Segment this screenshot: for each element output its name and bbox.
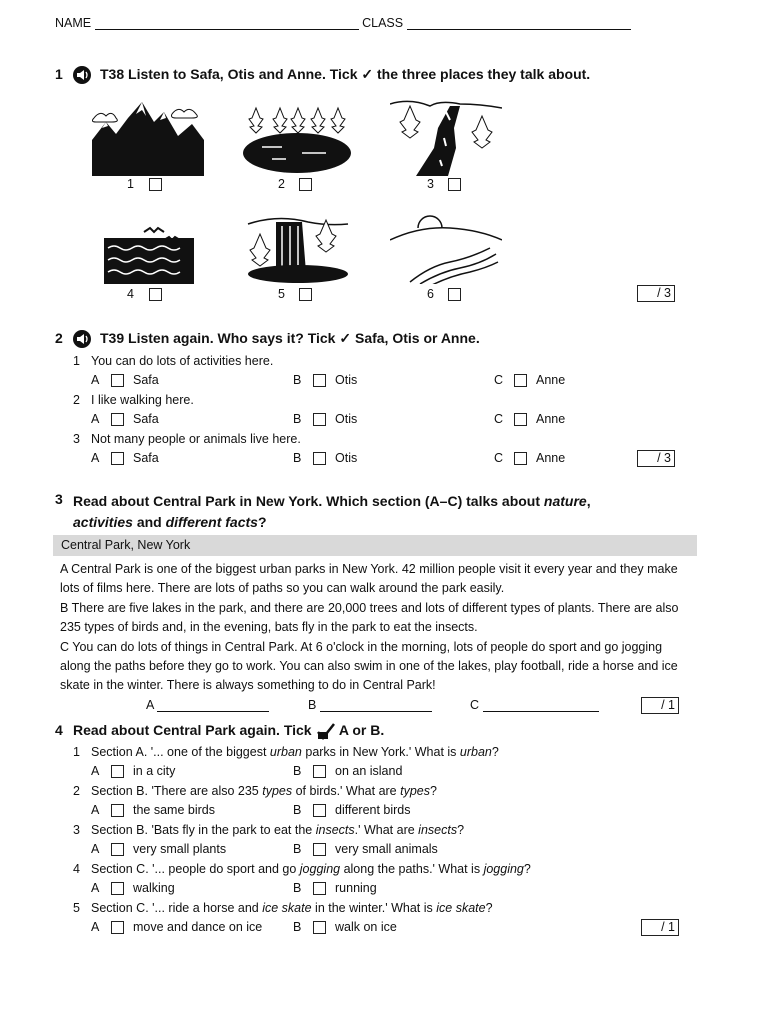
q3-instruction <box>73 491 673 533</box>
q4-instruction <box>73 722 384 740</box>
q4-item-4-a-text: walking <box>133 881 175 895</box>
q2-q2-safa-checkbox[interactable] <box>111 413 124 426</box>
q2-q1-safa: Safa <box>133 373 159 387</box>
q2-q1-otis: Otis <box>335 373 358 387</box>
river-icon <box>390 98 502 176</box>
q4-item-1-b-text: on an island <box>335 764 403 778</box>
q4-item-1-a-checkbox[interactable] <box>111 765 124 778</box>
q2-q2-safa: Safa <box>133 412 159 426</box>
sea-icon <box>104 222 194 284</box>
q3-answer-b-field[interactable] <box>320 699 432 712</box>
class-field[interactable] <box>407 17 631 30</box>
q3-answer-a-label: A <box>146 698 154 712</box>
q3-text-a: Read about Central Park in New York. Which section (A–C) talks about <box>73 493 544 509</box>
q1-instruction: T38 Listen to Safa, Otis and Anne. Tick ✓ the three places they talk about. <box>100 66 591 82</box>
q3-answer-a-field[interactable] <box>157 699 269 712</box>
q3-answer-b-label: B <box>308 698 317 712</box>
q3-answer-c <box>470 698 599 712</box>
q3-score-box[interactable]: / 1 <box>641 697 679 714</box>
q1-item-4-checkbox[interactable] <box>149 288 162 301</box>
q3-para-a: A Central Park is one of the biggest urban parks in New York. 42 million people visit it every year and they make lots of films here. There are lots of paths so you can walk around the park easily. <box>60 562 678 595</box>
q3-box-title: Central Park, New York <box>53 535 697 556</box>
q2-q3-otis-checkbox[interactable] <box>313 452 326 465</box>
q2-q3-option-c: C <box>494 451 504 465</box>
q2-q2-option-c: C <box>494 412 504 426</box>
q3-answer-c-label: C <box>470 698 480 712</box>
q1-item-3-label: 3 <box>427 177 434 191</box>
q2-q1-anne: Anne <box>536 373 566 387</box>
class-label: CLASS <box>362 16 404 30</box>
q2-q3-otis: Otis <box>335 451 358 465</box>
q2-q1-safa-checkbox[interactable] <box>111 374 124 387</box>
q4-item-4-b-text: running <box>335 881 377 895</box>
q2-q3-number: 3 <box>73 432 80 446</box>
name-row <box>55 16 631 30</box>
q4-item-3-option-b-label: B <box>293 842 302 856</box>
q4-item-3-number: 3 <box>73 823 80 837</box>
q4-item-1-number: 1 <box>73 745 80 759</box>
q2-q3-anne: Anne <box>536 451 566 465</box>
audio-icon[interactable] <box>72 65 92 85</box>
q4-item-5-a-text: move and dance on ice <box>133 920 263 934</box>
q3-answer-a <box>146 698 269 712</box>
q1-item-3-checkbox[interactable] <box>448 178 461 191</box>
q2-number: 2 <box>55 330 63 346</box>
q1-item-5-label: 5 <box>278 287 285 301</box>
q2-q3-text: Not many people or animals live here. <box>91 432 301 446</box>
q2-q2-text: I like walking here. <box>91 393 194 407</box>
q3-para-c: C You can do lots of things in Central Park. At 6 o'clock in the morning, lots of people do sport and go jogging along the paths before they go to work. You can also swim in one of the lakes, play football, ride a horse and ice skate in the winter. There is always something to do in Central Park! <box>60 640 678 692</box>
q4-item-2-question: Section B. 'There are also 235 types of birds.' What are types? <box>91 784 437 798</box>
q2-q2-option-b: B <box>293 412 302 426</box>
waterfall-icon <box>240 212 350 284</box>
q4-item-3-a-text: very small plants <box>133 842 227 856</box>
q1-item-4-label: 4 <box>127 287 134 301</box>
q4-item-2-number: 2 <box>73 784 80 798</box>
q2-q3-option-b: B <box>293 451 302 465</box>
q3-text-b: , <box>586 493 591 509</box>
audio-icon[interactable] <box>72 329 92 349</box>
q2-q1-option-c: C <box>494 373 504 387</box>
q1-number: 1 <box>55 66 63 82</box>
q2-q1-option-b: B <box>293 373 302 387</box>
q3-word-nature: nature <box>543 493 587 509</box>
q4-item-1-a-text: in a city <box>133 764 176 778</box>
q4-item-4-number: 4 <box>73 862 80 876</box>
q4-item-3-option-a-label: A <box>91 842 100 856</box>
q1-heading <box>55 66 63 84</box>
q4-item-5-number: 5 <box>73 901 80 915</box>
q4-item-2-a-text: the same birds <box>133 803 215 817</box>
q4-item-5-option-a-label: A <box>91 920 100 934</box>
q4-item-4-option-a-label: A <box>91 881 100 895</box>
q2-q2-anne: Anne <box>536 412 566 426</box>
q1-score-box[interactable]: / 3 <box>637 285 675 302</box>
q2-q3-option-a: A <box>91 451 100 465</box>
q2-q1-option-a: A <box>91 373 100 387</box>
q4-item-5-question: Section C. '... ride a horse and ice skate in the winter.' What is ice skate? <box>91 901 493 915</box>
q4-score-box[interactable]: / 1 <box>641 919 679 936</box>
q1-item-2-label: 2 <box>278 177 285 191</box>
q3-text-d: ? <box>257 514 267 530</box>
q2-q2-number: 2 <box>73 393 80 407</box>
name-label: NAME <box>55 16 92 30</box>
q2-q3-safa: Safa <box>133 451 159 465</box>
q4-item-2-a-checkbox[interactable] <box>111 804 124 817</box>
q4-item-4-b-checkbox[interactable] <box>313 882 326 895</box>
q3-answer-b <box>308 698 432 712</box>
q1-item-2-checkbox[interactable] <box>299 178 312 191</box>
desert-icon <box>390 212 502 284</box>
q2-score-box[interactable]: / 3 <box>637 450 675 467</box>
hand-tick-icon <box>316 722 336 740</box>
q4-item-5-option-b-label: B <box>293 920 302 934</box>
q3-word-facts: different facts <box>165 514 258 530</box>
q4-item-1-option-b-label: B <box>293 764 302 778</box>
q4-item-1-b-checkbox[interactable] <box>313 765 326 778</box>
q4-item-5-b-checkbox[interactable] <box>313 921 326 934</box>
q3-word-activities: activities <box>73 514 133 530</box>
q1-item-6-checkbox[interactable] <box>448 288 461 301</box>
q4-text-b: A or B. <box>338 722 385 738</box>
q4-item-4-option-b-label: B <box>293 881 302 895</box>
q4-item-3-b-text: very small animals <box>335 842 438 856</box>
q1-item-5-checkbox[interactable] <box>299 288 312 301</box>
q4-item-2-b-checkbox[interactable] <box>313 804 326 817</box>
q4-item-5-a-checkbox[interactable] <box>111 921 124 934</box>
mountains-icon <box>92 100 204 176</box>
q1-item-1-checkbox[interactable] <box>149 178 162 191</box>
q2-instruction: T39 Listen again. Who says it? Tick ✓ Safa, Otis or Anne. <box>100 330 480 346</box>
q4-text-a: Read about Central Park again. Tick <box>73 722 312 738</box>
q4-item-3-question: Section B. 'Bats fly in the park to eat the insects.' What are insects? <box>91 823 465 837</box>
q2-q2-anne-checkbox[interactable] <box>514 413 527 426</box>
q2-q2-otis-checkbox[interactable] <box>313 413 326 426</box>
q4-item-2-option-b-label: B <box>293 803 302 817</box>
q2-q1-anne-checkbox[interactable] <box>514 374 527 387</box>
q4-item-1-option-a-label: A <box>91 764 100 778</box>
q2-q3-anne-checkbox[interactable] <box>514 452 527 465</box>
q3-number: 3 <box>55 491 63 507</box>
q4-item-3-a-checkbox[interactable] <box>111 843 124 856</box>
q4-number: 4 <box>55 722 63 738</box>
q3-text-c: and <box>132 514 166 530</box>
q4-item-4-question: Section C. '... people do sport and go jogging along the paths.' What is jogging? <box>91 862 531 876</box>
lake-forest-icon <box>242 103 352 175</box>
q4-item-3-b-checkbox[interactable] <box>313 843 326 856</box>
q4-item-2-option-a-label: A <box>91 803 100 817</box>
q4-item-2-b-text: different birds <box>335 803 411 817</box>
q1-item-1-label: 1 <box>127 177 134 191</box>
q3-para-b: B There are five lakes in the park, and there are 20,000 trees and lots of different types of plants. There are also 235 types of birds and, in the evening, bats fly in the park to eat the insects. <box>60 601 679 634</box>
q2-q2-option-a: A <box>91 412 100 426</box>
q3-answer-c-field[interactable] <box>483 699 599 712</box>
name-field[interactable] <box>95 17 359 30</box>
q1-item-6-label: 6 <box>427 287 434 301</box>
q4-item-1-question: Section A. '... one of the biggest urban parks in New York.' What is urban? <box>91 745 499 759</box>
q2-q2-otis: Otis <box>335 412 358 426</box>
q2-q1-otis-checkbox[interactable] <box>313 374 326 387</box>
q2-q1-text: You can do lots of activities here. <box>91 354 274 368</box>
q4-item-4-a-checkbox[interactable] <box>111 882 124 895</box>
q4-item-5-b-text: walk on ice <box>335 920 397 934</box>
q2-q3-safa-checkbox[interactable] <box>111 452 124 465</box>
q2-q1-number: 1 <box>73 354 80 368</box>
